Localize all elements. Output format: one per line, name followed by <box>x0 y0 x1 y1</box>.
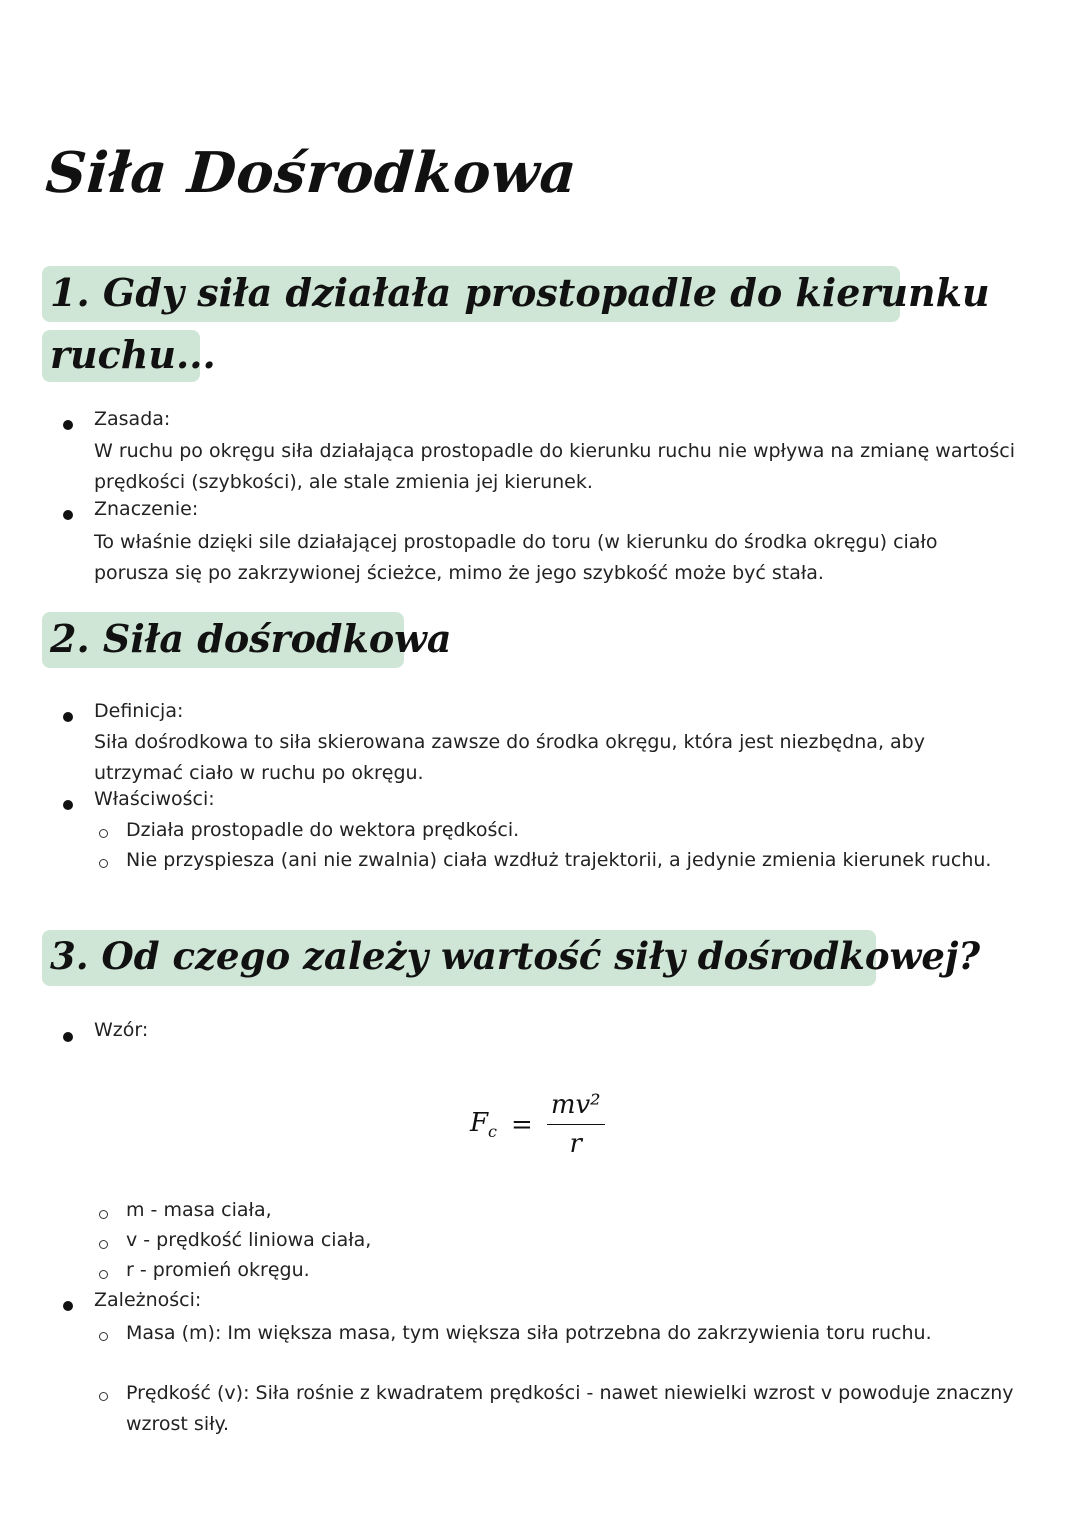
sub-bullet <box>99 859 108 868</box>
zasada-text: W ruchu po okręgu siła działająca prostopadle do kierunku ruchu nie wpływa na zmianę wartości prędkości (szybkości), ale stale zmienia jej kierunek. <box>94 440 1015 493</box>
section2-heading: 2. Siła dośrodkowa <box>50 616 452 661</box>
zaleznosci-item: Prędkość (v): Siła rośnie z kwadratem prędkości - nawet niewielki wzrost v powoduje znaczny wzrost siły. <box>126 1382 1014 1435</box>
znaczenie-text: To właśnie dzięki sile działającej prostopadle do toru (w kierunku do środka okręgu) ciało porusza się po zakrzywionej ścieżce, mimo że jego szybkość może być stała. <box>94 531 938 584</box>
section1-heading-line2: ruchu... <box>50 332 216 377</box>
sub-bullet <box>99 1332 108 1341</box>
var-item: m - masa ciała, <box>126 1199 272 1221</box>
znaczenie-label: Znaczenie: <box>94 498 199 520</box>
formula-equals: = <box>511 1109 533 1140</box>
zaleznosci-label: Zależności: <box>94 1289 202 1311</box>
zasada-label: Zasada: <box>94 408 171 430</box>
centripetal-force-formula <box>470 1090 605 1159</box>
bullet-wzor <box>63 1032 73 1042</box>
var-item: r - promień okręgu. <box>126 1259 310 1281</box>
sub-bullet <box>99 1392 108 1401</box>
wlasciwosci-label: Właściwości: <box>94 788 215 810</box>
sub-bullet <box>99 1240 108 1249</box>
page-title: Siła Dośrodkowa <box>43 140 579 206</box>
wlasciwosci-item: Nie przyspiesza (ani nie zwalnia) ciała wzdłuż trajektorii, a jedynie zmienia kierunek ruchu. <box>126 849 992 871</box>
definicja-label: Definicja: <box>94 700 184 722</box>
var-item: v - prędkość liniowa ciała, <box>126 1229 372 1251</box>
formula-numerator: mv² <box>547 1090 605 1125</box>
formula-fraction <box>547 1090 605 1159</box>
formula-lhs: $F_c$ <box>470 1107 498 1142</box>
wzor-label: Wzór: <box>94 1019 149 1041</box>
formula-denominator: r <box>569 1129 582 1159</box>
sub-bullet <box>99 829 108 838</box>
section1-heading-line1: 1. Gdy siła działała prostopadle do kierunku <box>50 270 990 315</box>
bullet-definicja <box>63 712 73 722</box>
wlasciwosci-item: Działa prostopadle do wektora prędkości. <box>126 819 520 841</box>
bullet-znaczenie <box>63 510 73 520</box>
bullet-zasada <box>63 420 73 430</box>
sub-bullet <box>99 1210 108 1219</box>
section3-heading: 3. Od czego zależy wartość siły dośrodkowej? <box>50 934 981 978</box>
bullet-zaleznosci <box>63 1301 73 1311</box>
zaleznosci-item: Masa (m): Im większa masa, tym większa siła potrzebna do zakrzywienia toru ruchu. <box>126 1322 932 1344</box>
definicja-text: Siła dośrodkowa to siła skierowana zawsze do środka okręgu, która jest niezbędna, aby utrzymać ciało w ruchu po okręgu. <box>94 731 925 784</box>
sub-bullet <box>99 1270 108 1279</box>
bullet-wlasciwosci <box>63 800 73 810</box>
